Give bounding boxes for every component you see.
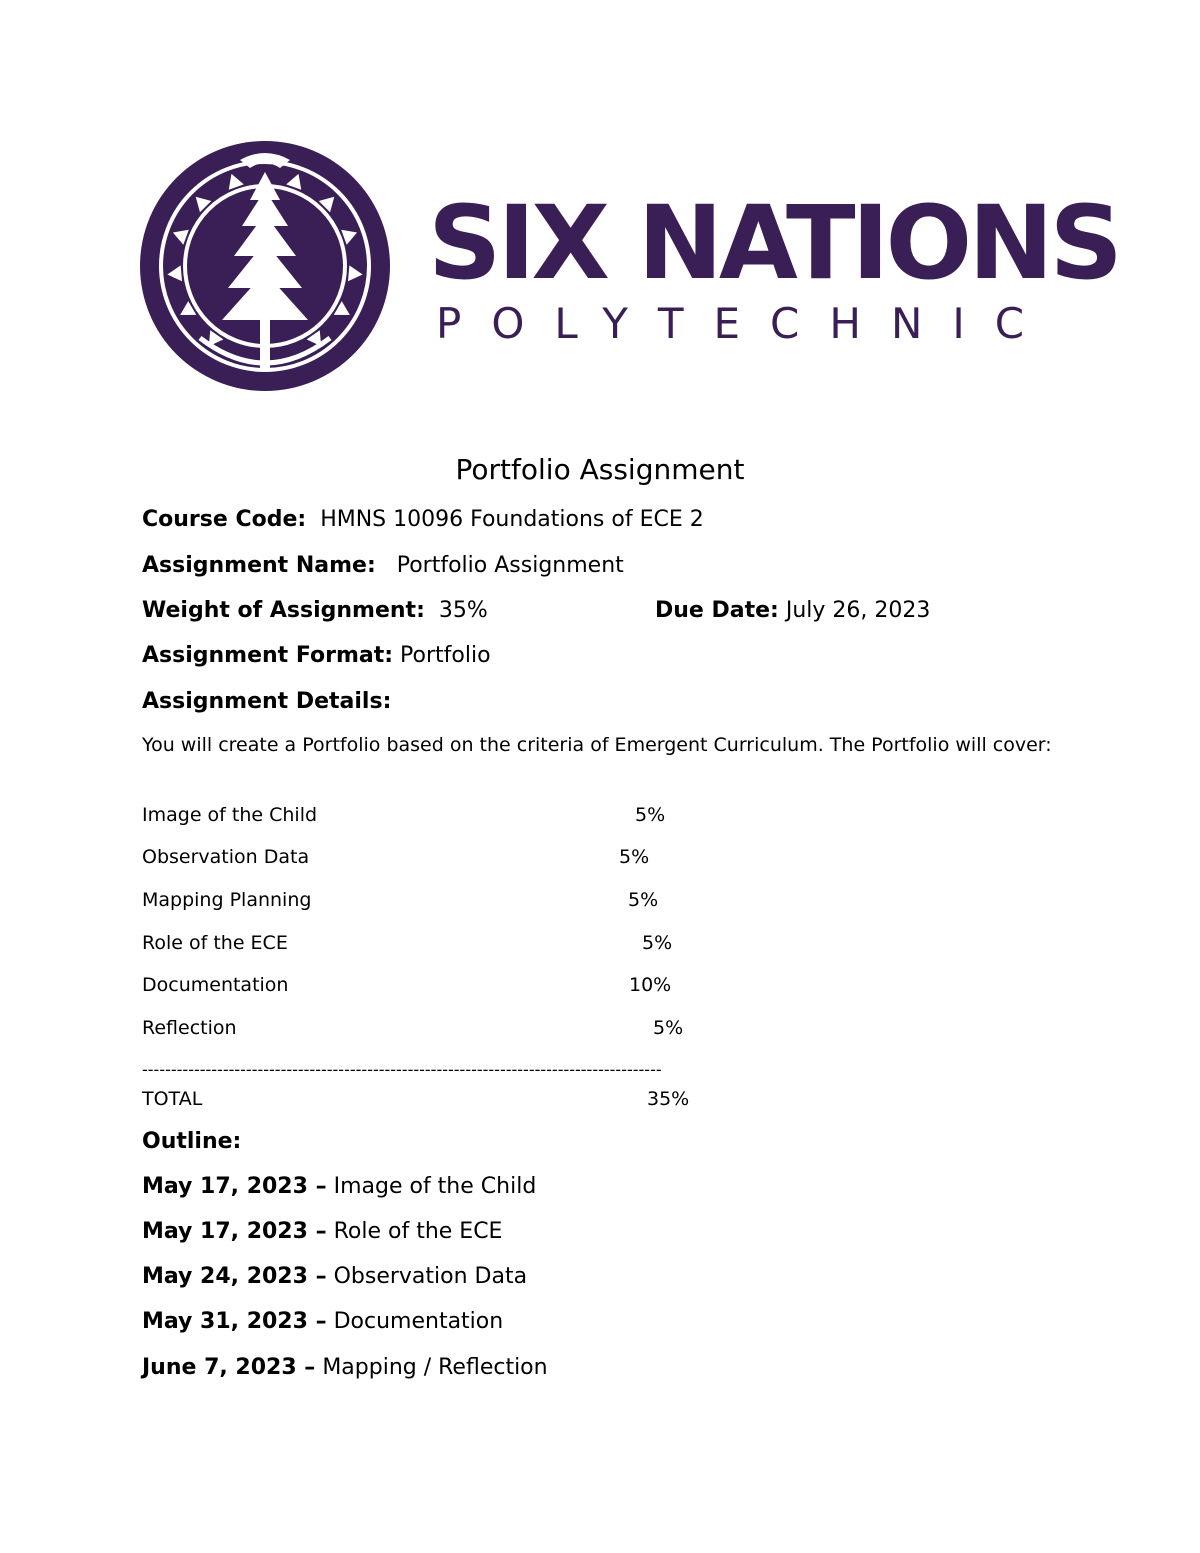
outline-date: May 17, 2023 –: [142, 1219, 327, 1244]
criteria-pct: 5%: [619, 846, 650, 868]
outline-date: May 24, 2023 –: [142, 1264, 327, 1289]
details-heading: [142, 687, 391, 717]
logo-name-line2: POLYTECHNIC: [436, 299, 1055, 348]
due-date-label: Due Date:: [655, 598, 779, 623]
outline-heading-text: Outline:: [142, 1129, 242, 1154]
outline-item: [142, 1172, 536, 1202]
outline-date: May 17, 2023 –: [142, 1174, 327, 1199]
details-paragraph: You will create a Portfolio based on the criteria of Emergent Curriculum. The Portfolio will cover:: [142, 734, 1052, 756]
page-title: Portfolio Assignment: [455, 453, 745, 486]
criteria-pct: 5%: [635, 804, 666, 826]
logo-name-line1: SIX NATIONS: [428, 184, 1120, 303]
due-date-value: July 26, 2023: [785, 598, 931, 623]
criteria-pct: 5%: [653, 1017, 684, 1039]
criteria-label: Documentation: [142, 974, 289, 996]
due-date-row: [655, 596, 930, 626]
weight-value: 35%: [438, 598, 488, 623]
outline-date: May 31, 2023 –: [142, 1309, 327, 1334]
course-code-label: Course Code:: [142, 507, 307, 532]
criteria-label: Mapping Planning: [142, 889, 312, 911]
assignment-name-row: [142, 551, 624, 581]
outline-date: June 7, 2023 –: [142, 1355, 316, 1380]
weight-label: Weight of Assignment:: [142, 598, 425, 623]
total-label: TOTAL: [142, 1088, 203, 1110]
criteria-pct: 10%: [629, 974, 672, 996]
outline-text: Image of the Child: [333, 1174, 537, 1199]
separator-line: ------------------------------------------------------------------------------------------: [142, 1060, 662, 1079]
course-code-value: HMNS 10096 Foundations of ECE 2: [320, 507, 704, 532]
outline-item: [142, 1353, 548, 1383]
outline-heading: [142, 1127, 241, 1157]
assignment-name-value: Portfolio Assignment: [396, 553, 624, 578]
institution-logo: [140, 138, 1120, 394]
criteria-label: Image of the Child: [142, 804, 318, 826]
outline-item: [142, 1262, 527, 1292]
details-label: Assignment Details:: [142, 689, 392, 714]
criteria-label: Role of the ECE: [142, 932, 288, 954]
criteria-label: Reflection: [142, 1017, 237, 1039]
criteria-pct: 5%: [642, 932, 673, 954]
outline-item: [142, 1307, 503, 1337]
format-label: Assignment Format:: [142, 643, 394, 668]
total-pct: 35%: [647, 1088, 690, 1110]
assignment-name-label: Assignment Name:: [142, 553, 376, 578]
logo-graphic: [140, 138, 1120, 394]
course-code-row: [142, 505, 704, 535]
outline-item: [142, 1217, 502, 1247]
outline-text: Mapping / Reflection: [322, 1355, 548, 1380]
outline-text: Role of the ECE: [333, 1219, 503, 1244]
weight-row: [142, 596, 488, 626]
criteria-label: Observation Data: [142, 846, 310, 868]
criteria-pct: 5%: [628, 889, 659, 911]
outline-text: Observation Data: [333, 1264, 528, 1289]
format-value: Portfolio: [400, 643, 491, 668]
format-row: [142, 641, 491, 671]
outline-text: Documentation: [333, 1309, 504, 1334]
